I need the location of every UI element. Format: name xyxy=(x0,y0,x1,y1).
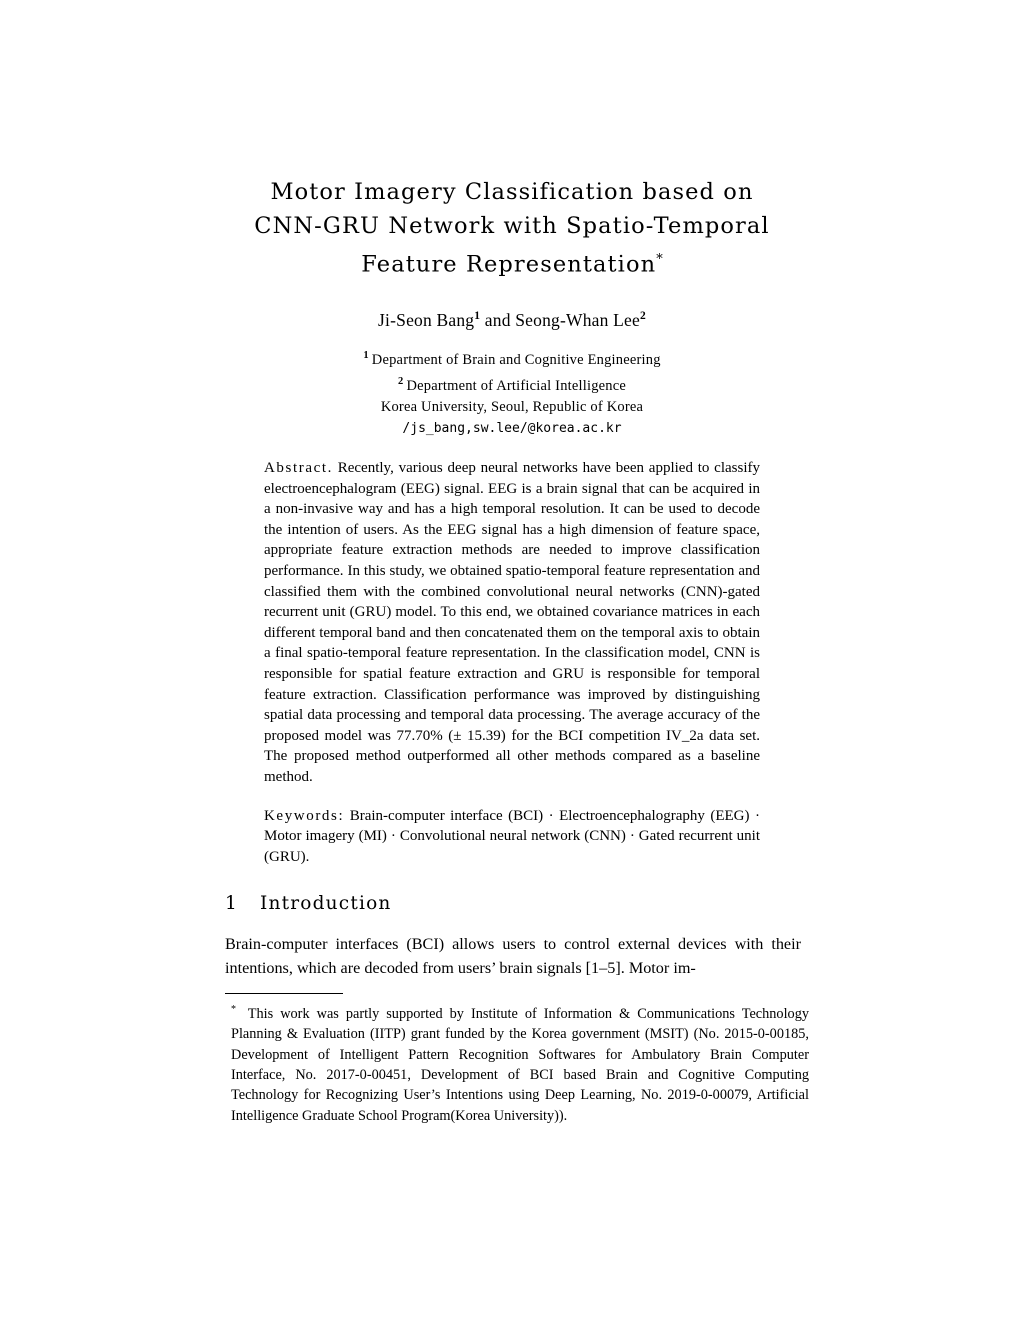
contact-email: /js_bang,sw.lee/@korea.ac.kr xyxy=(402,420,622,436)
affiliation-1 xyxy=(0,345,1024,371)
title-footnote-marker: * xyxy=(656,252,663,267)
introduction-paragraph: Brain-computer interfaces (BCI) allows users to control external devices with their intentions, which are decoded from users’ brain signals [1–5]. Motor im- xyxy=(225,935,801,977)
affiliation-1-marker: 1 xyxy=(363,350,369,361)
abstract-label: Abstract. xyxy=(264,460,333,476)
page-title xyxy=(0,175,1024,282)
author-2: Seong-Whan Lee xyxy=(515,310,640,330)
abstract-paragraph xyxy=(264,458,760,788)
section-heading-introduction xyxy=(225,893,825,914)
footnote-divider xyxy=(225,993,343,994)
title-line-2: CNN-GRU Network with Spatio-Temporal xyxy=(254,213,770,239)
author-1: Ji-Seon Bang xyxy=(378,310,475,330)
section-number: 1 xyxy=(225,893,238,914)
title-line-3-text: Feature Representation xyxy=(361,251,657,278)
abstract-section xyxy=(264,458,760,867)
affiliations xyxy=(0,345,1024,439)
author-conjunction: and xyxy=(480,310,516,330)
affiliation-2-marker: 2 xyxy=(397,375,404,387)
section-title: Introduction xyxy=(259,893,392,914)
affiliation-1-text: Department of Brain and Cognitive Engineering xyxy=(371,351,661,368)
footnote xyxy=(231,1000,809,1126)
author-1-affiliation-marker: 1 xyxy=(474,310,481,323)
keywords-label: Keywords: xyxy=(264,807,345,824)
affiliation-2 xyxy=(0,371,1024,397)
author-list xyxy=(0,310,1024,331)
title-line-1: Motor Imagery Classification based on xyxy=(270,179,754,205)
author-2-affiliation-marker: 2 xyxy=(640,310,646,323)
keywords-text: Brain-computer interface (BCI) · Electroencephalography (EEG) · Motor imagery (MI) · Convolutional neural network (CNN) · Gated recurrent unit (GRU). xyxy=(264,807,760,865)
institution: Korea University, Seoul, Republic of Korea xyxy=(380,398,644,415)
footnote-text: This work was partly supported by Institute of Information & Communications Technology Planning & Evaluation (IITP) grant funded by the Korea government (MSIT) (No. 2015-0-00185, Development of Intelligent Pattern Recognition Softwares for Ambulatory Brain Computer Interface, No. 2017-0-00451, Development of BCI based Brain and Cognitive Computing Technology for Recognizing User’s Intentions using Deep Learning, No. 2019-0-00079, Artificial Intelligence Graduate School Program(Korea University)). xyxy=(231,1005,809,1124)
abstract-text: Recently, various deep neural networks have been applied to classify electroencephalogram (EEG) signal. EEG is a brain signal that can be acquired in a non-invasive way and has a high temporal resolution. It can be used to decode the intention of users. As the EEG signal has a high dimension of feature space, appropriate feature extraction methods are needed to improve classification performance. In this study, we obtained spatio-temporal feature representation and classified them with the combined convolutional neural networks (CNN)-gated recurrent unit (GRU) model. To this end, we obtained covariance matrices in each different temporal band and then concatenated them on the temporal axis to obtain a final spatio-temporal feature representation. In the classification model, CNN is responsible for spatial feature extraction and GRU is responsible for temporal feature extraction. Classification performance was improved by distinguishing spatial data processing and temporal data processing. The average accuracy of the proposed model was 77.70% (± 15.39) for the BCI competition IV_2a data set. The proposed method outperformed all other methods compared as a baseline method. xyxy=(264,460,760,785)
title-line-3 xyxy=(0,243,1024,282)
keywords-paragraph xyxy=(264,806,760,868)
footnote-marker: * xyxy=(231,1004,236,1015)
affiliation-2-text: Department of Artificial Intelligence xyxy=(406,377,627,394)
